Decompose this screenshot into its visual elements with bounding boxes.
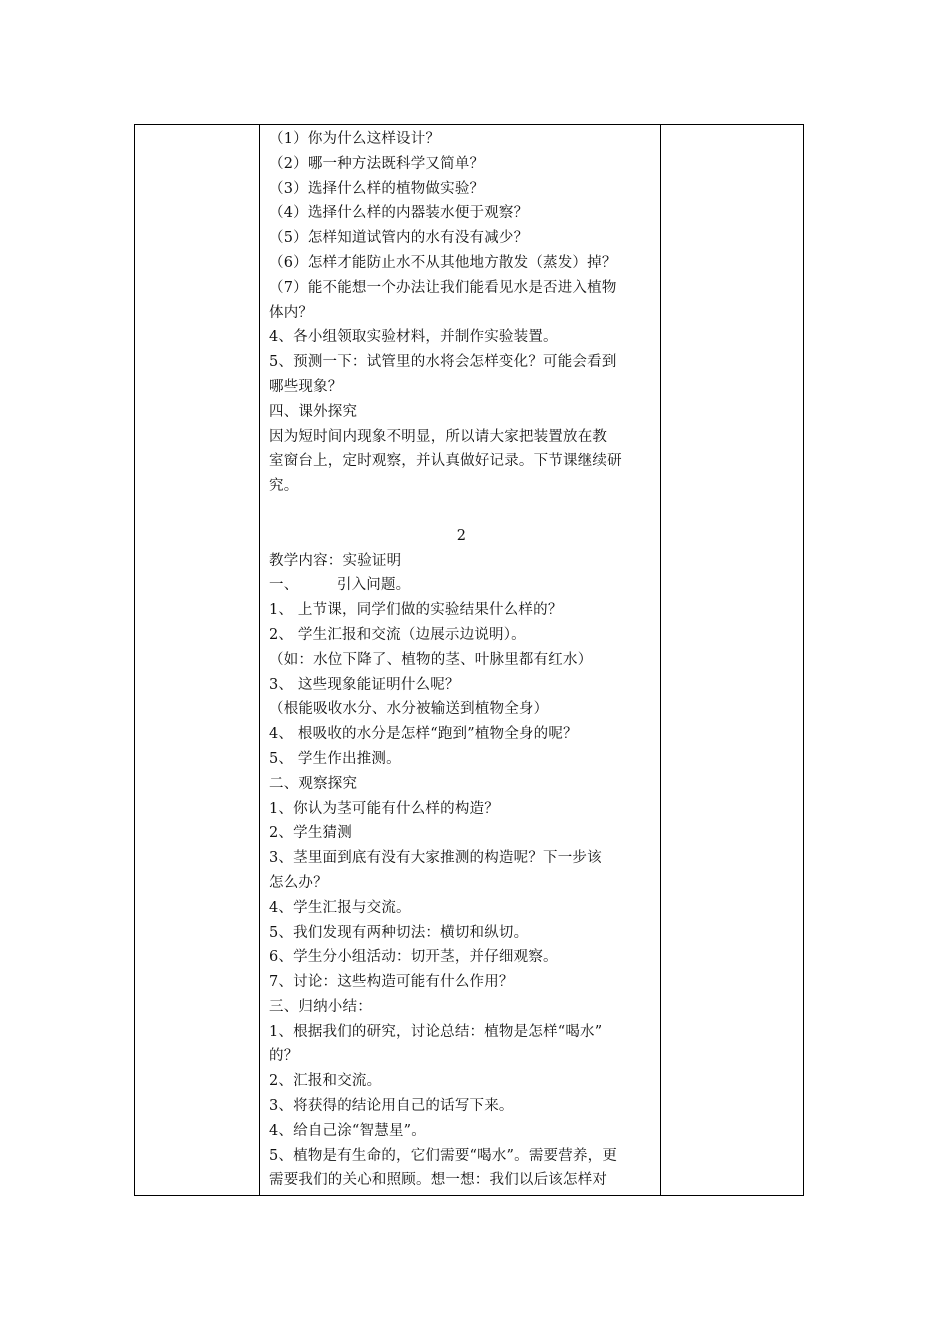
text-line: 4、 根吸收的水分是怎样“跑到”植物全身的呢？ bbox=[269, 726, 578, 743]
lesson-topic: 教学内容：实验证明 bbox=[269, 552, 402, 569]
lesson-content-cell bbox=[259, 125, 660, 1195]
text-line: （1）你为什么这样设计？ bbox=[269, 131, 441, 147]
text-line: 4、给自己涂“智慧星”。 bbox=[269, 1122, 426, 1139]
text-line: 2、 学生汇报和交流（边展示边说明）。 bbox=[269, 626, 526, 643]
text-line: 2、学生猜测 bbox=[269, 825, 352, 842]
section-heading: 三、归纳小结： bbox=[269, 998, 372, 1015]
text-line: （4）选择什么样的内器装水便于观察？ bbox=[269, 205, 529, 222]
text-line: 5、 学生作出推测。 bbox=[269, 750, 401, 767]
text-line: 4、各小组领取实验材料，并制作实验装置。 bbox=[269, 329, 558, 346]
text-line: 怎么办？ bbox=[269, 874, 328, 891]
text-line: （5）怎样知道试管内的水有没有减少？ bbox=[269, 230, 529, 247]
text-line: 究。 bbox=[269, 478, 299, 495]
text-line: （如：水位下降了、植物的茎、叶脉里都有红水） bbox=[269, 651, 593, 668]
text-line: （6）怎样才能防止水不从其他地方散发（蒸发）掉？ bbox=[269, 254, 617, 271]
section-heading: 四、课外探究 bbox=[269, 403, 358, 420]
text-line: 3、 这些现象能证明什么呢？ bbox=[269, 676, 460, 693]
text-line: 需要我们的关心和照顾。想一想：我们以后该怎样对 bbox=[269, 1172, 608, 1189]
section-heading: 一、 引入问题。 bbox=[269, 577, 411, 594]
text-line: 7、讨论：这些构造可能有什么作用？ bbox=[269, 974, 514, 991]
lesson-number: 2 bbox=[456, 527, 467, 544]
text-line: 6、学生分小组活动：切开茎，并仔细观察。 bbox=[269, 949, 558, 966]
text-line: 哪些现象？ bbox=[269, 378, 343, 395]
text-line: 2、汇报和交流。 bbox=[269, 1073, 382, 1090]
blank-line bbox=[269, 499, 654, 524]
text-line: 4、学生汇报与交流。 bbox=[269, 899, 411, 916]
text-line: 体内？ bbox=[269, 304, 314, 321]
text-line: 1、根据我们的研究，讨论总结：植物是怎样“喝水” bbox=[269, 1023, 603, 1040]
text-line: 3、茎里面到底有没有大家推测的构造呢？下一步该 bbox=[269, 850, 602, 867]
text-line: （2）哪一种方法既科学又简单？ bbox=[269, 155, 485, 172]
text-line: 1、你认为茎可能有什么样的构造？ bbox=[269, 800, 499, 817]
text-line: 5、我们发现有两种切法：横切和纵切。 bbox=[269, 924, 529, 941]
text-line: 的？ bbox=[269, 1048, 299, 1065]
lesson-plan-table bbox=[134, 124, 804, 1196]
text-line: 室窗台上，定时观察，并认真做好记录。下节课继续研 bbox=[269, 453, 622, 470]
text-line: （根能吸收水分、水分被输送到植物全身） bbox=[269, 701, 549, 718]
text-line: （3）选择什么样的植物做实验？ bbox=[269, 180, 485, 197]
section-heading: 二、观察探究 bbox=[269, 775, 358, 792]
column-divider bbox=[660, 125, 661, 1195]
text-line: 3、将获得的结论用自己的话写下来。 bbox=[269, 1098, 514, 1115]
text-line: 1、 上节课，同学们做的实验结果什么样的？ bbox=[269, 602, 563, 619]
text-line: 5、预测一下：试管里的水将会怎样变化？可能会看到 bbox=[269, 354, 617, 371]
text-line: （7）能不能想一个办法让我们能看见水是否进入植物 bbox=[269, 279, 617, 296]
text-line: 5、植物是有生命的，它们需要“喝水”。需要营养，更 bbox=[269, 1147, 618, 1164]
text-line: 因为短时间内现象不明显，所以请大家把装置放在教 bbox=[269, 428, 608, 445]
